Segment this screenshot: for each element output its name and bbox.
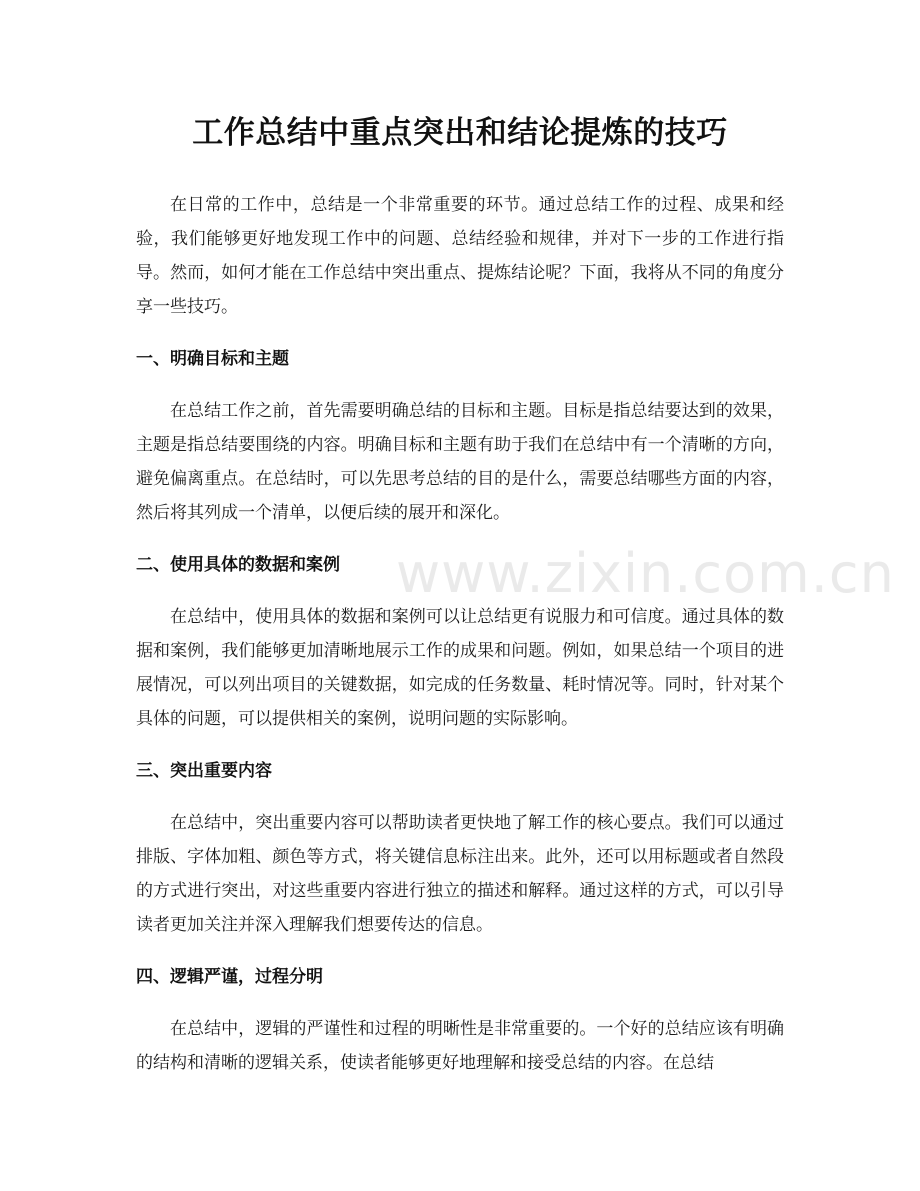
intro-paragraph: 在日常的工作中，总结是一个非常重要的环节。通过总结工作的过程、成果和经验，我们能够更好地发现工作中的问题、总结经验和规律，并对下一步的工作进行指导。然而，如何才能在工作总结中突出重点、提炼结论呢？下面，我将从不同的角度分享一些技巧。	[136, 195, 784, 317]
section-1	[136, 342, 784, 530]
section-2	[136, 548, 784, 736]
section-paragraph: 在总结中，逻辑的严谨性和过程的明晰性是非常重要的。一个好的总结应该有明确的结构和清晰的逻辑关系，使读者能够更好地理解和接受总结的内容。在总结	[136, 1019, 784, 1073]
section-paragraph: 在总结工作之前，首先需要明确总结的目标和主题。目标是指总结要达到的效果，主题是指总结要围绕的内容。明确目标和主题有助于我们在总结中有一个清晰的方向，避免偏离重点。在总结时，可以先思考总结的目的是什么，需要总结哪些方面的内容，然后将其列成一个清单，以便后续的展开和深化。	[136, 401, 784, 523]
section-3	[136, 754, 784, 942]
section-heading: 二、使用具体的数据和案例	[136, 555, 340, 575]
section-heading: 一、明确目标和主题	[136, 349, 289, 369]
section-4	[136, 960, 784, 1080]
section-heading: 四、逻辑严谨，过程分明	[136, 967, 323, 987]
document-title: 工作总结中重点突出和结论提炼的技巧	[192, 115, 728, 151]
section-heading: 三、突出重要内容	[136, 761, 272, 781]
watermark-text: www.zixin.com.cn	[396, 542, 895, 605]
section-paragraph: 在总结中，使用具体的数据和案例可以让总结更有说服力和可信度。通过具体的数据和案例，我们能够更加清晰地展示工作的成果和问题。例如，如果总结一个项目的进展情况，可以列出项目的关键数据，如完成的任务数量、耗时情况等。同时，针对某个具体的问题，可以提供相关的案例，说明问题的实际影响。	[136, 607, 784, 729]
section-paragraph: 在总结中，突出重要内容可以帮助读者更快地了解工作的核心要点。我们可以通过排版、字体加粗、颜色等方式，将关键信息标注出来。此外，还可以用标题或者自然段的方式进行突出，对这些重要内容进行独立的描述和解释。通过这样的方式，可以引导读者更加关注并深入理解我们想要传达的信息。	[136, 813, 784, 935]
